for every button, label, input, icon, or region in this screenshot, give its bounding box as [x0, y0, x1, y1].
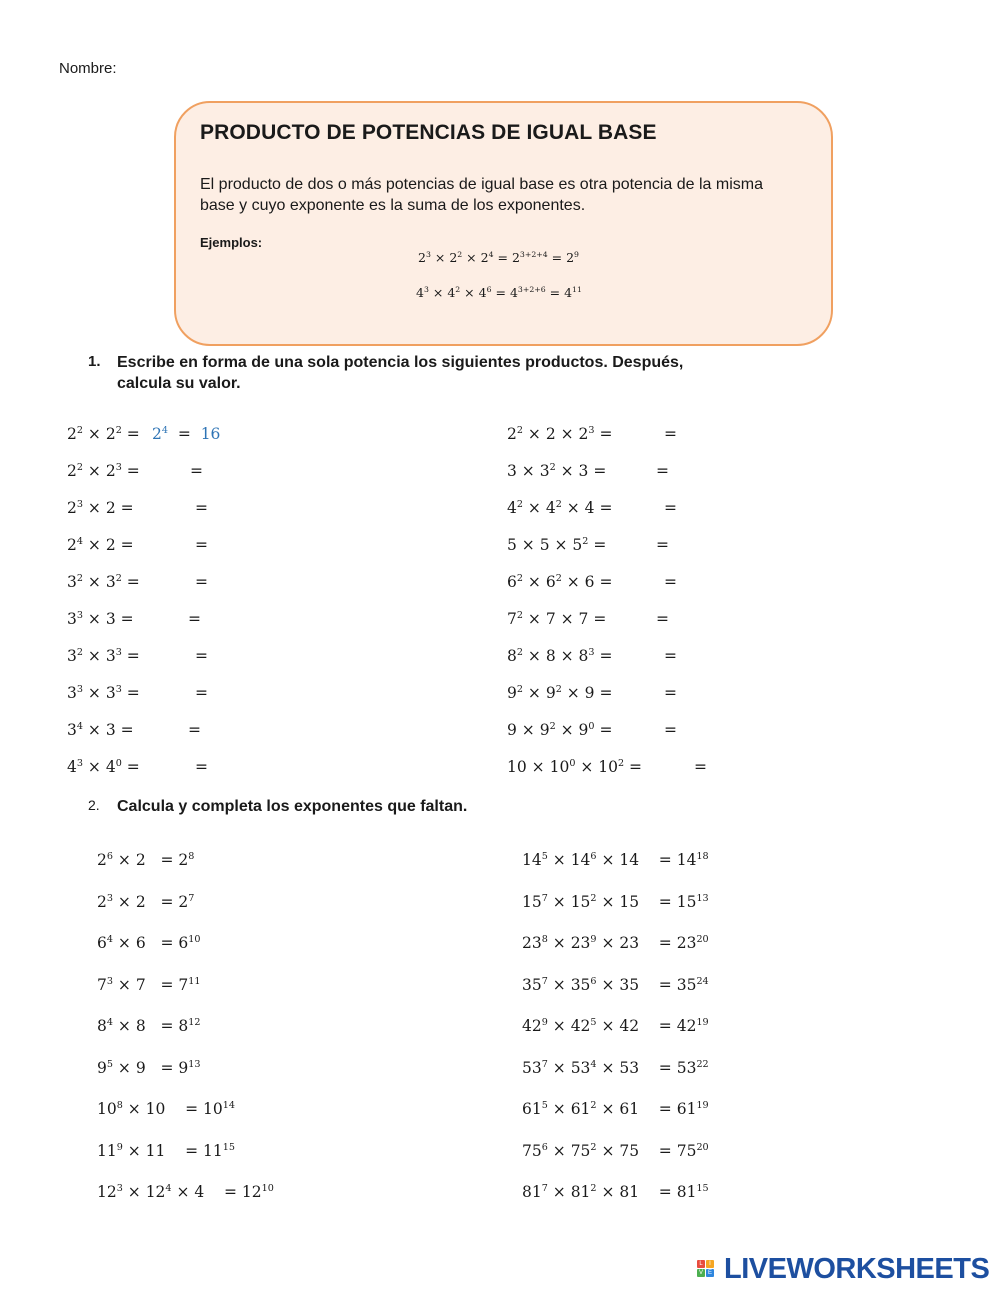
- exercise-1-right-item: $2^2 \times 2 \times 2^3$ =: [507, 425, 613, 443]
- equals-sign: =: [195, 647, 208, 665]
- exercise-1-right-item: $4^2 \times 4^2 \times 4$ =: [507, 499, 613, 517]
- equals-sign: =: [188, 610, 201, 628]
- exercise-1-right-item: $9^2 \times 9^2 \times 9$ =: [507, 684, 613, 702]
- exercise-1-right-item: $8^2 \times 8 \times 8^3$ =: [507, 647, 613, 665]
- liveworksheets-logo-text: LIVEWORKSHEETS: [724, 1253, 990, 1285]
- example-1: $2^3 \times 2^2 \times 2^4 = 2^{3+2+4} = 2^9$: [418, 250, 579, 265]
- exercise-1-left-item: $3^2 \times 3^3$ =: [67, 647, 140, 665]
- equals-sign: =: [664, 721, 677, 739]
- exercise-1-left-item: $3^4 \times 3$ =: [67, 721, 134, 739]
- equals-sign: =: [656, 536, 669, 554]
- exercise-2-left-item: $8^4 \times 8 = 8^{12}$: [97, 1017, 201, 1035]
- exercise-2-left-item: $10^8 \times 10$ = $10^{14}$: [97, 1100, 235, 1118]
- equals-sign: =: [188, 721, 201, 739]
- exercise-2-right-item: $61^5 \times 61^2 \times 61$ = $61^{19}$: [522, 1100, 709, 1118]
- exercise-2-right-item: $15^7 \times 15^2 \times 15$ = $15^{13}$: [522, 893, 709, 911]
- exercise-1-left-item: $2^4 \times 2$ =: [67, 536, 134, 554]
- exercise-2-right-item: $14^5 \times 14^6 \times 14$ = $14^{18}$: [522, 851, 709, 869]
- exercise-2-left-item: $2^6 \times 2 = 2^8$: [97, 851, 195, 869]
- exercise-2-right-item: $75^6 \times 75^2 \times 75$ = $75^{20}$: [522, 1142, 709, 1160]
- logo-tile: I: [706, 1260, 714, 1268]
- equals-sign: =: [694, 758, 707, 776]
- equals-sign: =: [664, 573, 677, 591]
- equals-sign: =: [195, 758, 208, 776]
- exercise-2-number: 2.: [88, 797, 100, 813]
- exercise-2-right-item: $42^9 \times 42^5 \times 42$ = $42^{19}$: [522, 1017, 709, 1035]
- examples-label: Ejemplos:: [200, 235, 263, 250]
- exercise-1-right-item: $6^2 \times 6^2 \times 6$ =: [507, 573, 613, 591]
- exercise-2-right-item: $53^7 \times 53^4 \times 53$ = $53^{22}$: [522, 1059, 709, 1077]
- exercise-1-left-item: $2^3 \times 2$ =: [67, 499, 134, 517]
- equals-sign: =: [664, 647, 677, 665]
- exercise-1-left-item: $4^3 \times 4^0$ =: [67, 758, 140, 776]
- exercise-2-left-item: $2^3 \times 2 = 2^7$: [97, 893, 195, 911]
- equals-sign: =: [664, 684, 677, 702]
- exercise-1-right-item: $7^2 \times 7 \times 7$ =: [507, 610, 607, 628]
- exercise-1-right-item: $9 \times 9^2 \times 9^0$ =: [507, 721, 613, 739]
- exercise-1-left-item: $2^2 \times 2^3$ =: [67, 462, 140, 480]
- logo-tile: L: [697, 1260, 705, 1268]
- exercise-2-left-item: $12^3 \times 12^4 \times 4$ = $12^{10}$: [97, 1183, 274, 1201]
- equals-sign: =: [195, 573, 208, 591]
- equals-sign: =: [190, 462, 203, 480]
- exercise-1-left-item: $3^2 \times 3^2$ =: [67, 573, 140, 591]
- equals-sign: =: [195, 684, 208, 702]
- exercise-2-left-item: $9^5 \times 9 = 9^{13}$: [97, 1059, 201, 1077]
- exercise-1-left-item: $2^2 \times 2^2$ =: [67, 425, 140, 443]
- exercise-2-left-item: $11^9 \times 11$ = $11^{15}$: [97, 1142, 235, 1160]
- exercise-1-right-item: $5 \times 5 \times 5^2$ =: [507, 536, 607, 554]
- equals-sign: =: [195, 536, 208, 554]
- exercise-2-right-item: $81^7 \times 81^2 \times 81$ = $81^{15}$: [522, 1183, 709, 1201]
- exercise-2-right-item: $23^8 \times 23^9 \times 23$ = $23^{20}$: [522, 934, 709, 952]
- info-box-title: PRODUCTO DE POTENCIAS DE IGUAL BASE: [200, 121, 657, 144]
- exercise-1-left-item: $3^3 \times 3$ =: [67, 610, 134, 628]
- logo-tile: E: [707, 1270, 712, 1276]
- logo-tile: V: [698, 1270, 703, 1276]
- equals-sign: =: [664, 425, 677, 443]
- example-2: $4^3 \times 4^2 \times 4^6 = 4^{3+2+6} = 4^{11}$: [416, 285, 582, 300]
- info-box-description: El producto de dos o más potencias de igual base es otra potencia de la misma base y cuyo exponente es la suma de los exponentes.: [200, 176, 763, 214]
- exercise-1-instruction: Escribe en forma de una sola potencia los siguientes productos. Después, calcula su valor.: [117, 354, 684, 392]
- exercise-2-left-item: $6^4 \times 6 = 6^{10}$: [97, 934, 201, 952]
- equals-sign: =: [195, 499, 208, 517]
- exercise-2-instruction: Calcula y completa los exponentes que faltan.: [117, 798, 468, 815]
- exercise-2-right-item: $35^7 \times 35^6 \times 35$ = $35^{24}$: [522, 976, 709, 994]
- exercise-1-number: 1.: [88, 353, 101, 370]
- nombre-label: Nombre:: [59, 60, 117, 77]
- example-answer: $2^4 = 16$: [152, 425, 221, 443]
- equals-sign: =: [664, 499, 677, 517]
- equals-sign: =: [656, 462, 669, 480]
- exercise-1-right-item: $3 \times 3^2 \times 3$ =: [507, 462, 607, 480]
- exercise-1-left-item: $3^3 \times 3^3$ =: [67, 684, 140, 702]
- exercise-1-right-item: $10 \times 10^0 \times 10^2$ =: [507, 758, 643, 776]
- exercise-2-left-item: $7^3 \times 7 = 7^{11}$: [97, 976, 201, 994]
- equals-sign: =: [656, 610, 669, 628]
